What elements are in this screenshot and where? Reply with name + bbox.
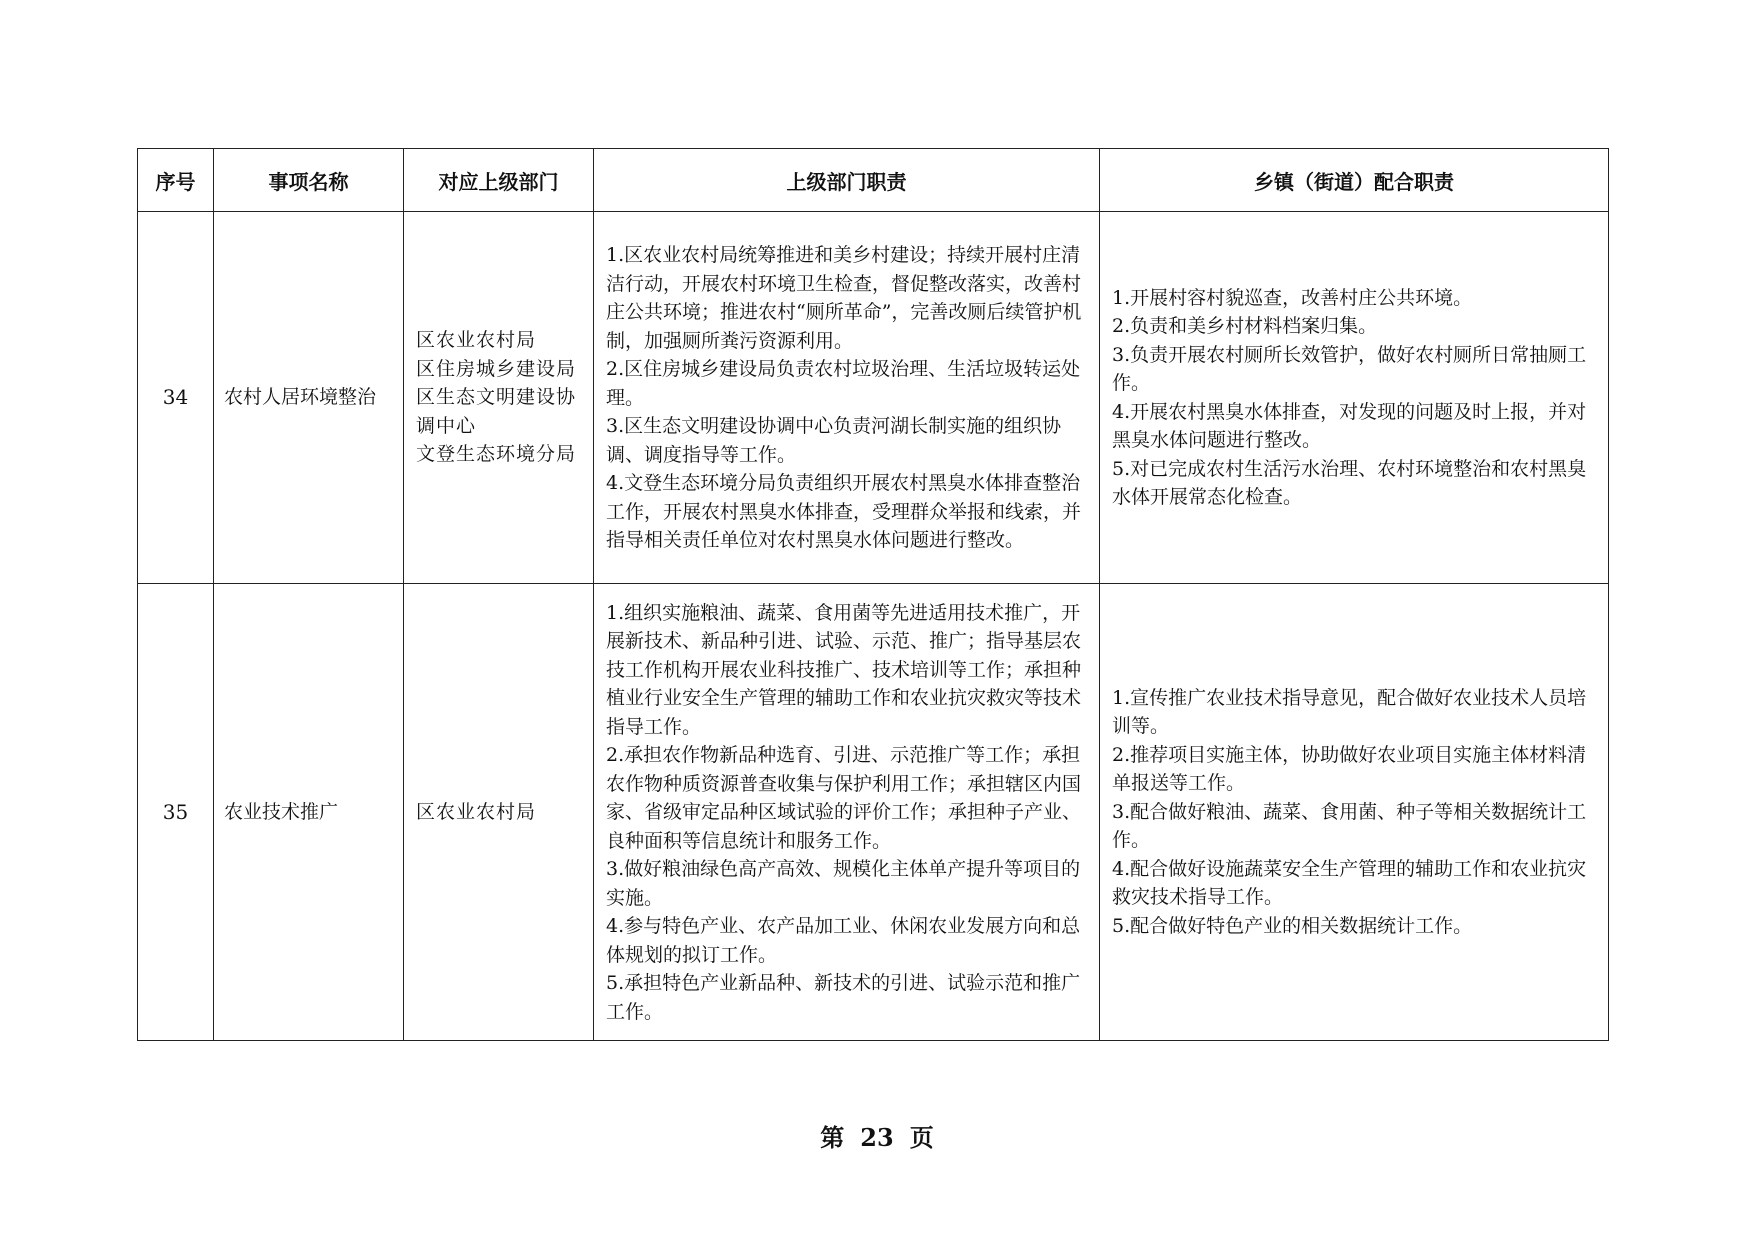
- header-row: [138, 149, 1609, 212]
- header-duties: 上级部门职责: [594, 149, 1100, 212]
- department-line: 区农业农村局: [416, 329, 537, 352]
- town-duty-item: 4.开展农村黑臭水体排查，对发现的问题及时上报，并对黑臭水体问题进行整改。: [1112, 400, 1587, 451]
- town-duty-item: 2.推荐项目实施主体，协助做好农业项目实施主体材料清单报送等工作。: [1112, 743, 1587, 795]
- town-duty-item: 4.配合做好设施蔬菜安全生产管理的辅助工作和农业抗灾救灾技术指导工作。: [1112, 857, 1587, 909]
- row-item-name: 农业技术推广: [214, 584, 404, 1041]
- duty-item: 1.组织实施粮油、蔬菜、食用菌等先进适用技术推广，开展新技术、新品种引进、试验、示范、推广；指导基层农技工作机构开展农业科技推广、技术培训等工作；承担种植业行业安全生产管理的辅助工作和农业抗灾救灾等技术指导工作。: [606, 601, 1082, 738]
- header-item-name: 事项名称: [214, 149, 404, 212]
- row-seq: 34: [138, 212, 214, 584]
- town-duty-item: 3.负责开展农村厕所长效管护，做好农村厕所日常抽厕工作。: [1112, 343, 1587, 394]
- header-seq: 序号: [138, 149, 214, 212]
- town-duty-item: 1.开展村容村貌巡查，改善村庄公共环境。: [1112, 286, 1473, 309]
- duty-item: 2.承担农作物新品种选育、引进、示范推广等工作；承担农作物种质资源普查收集与保护利用工作；承担辖区内国家、省级审定品种区域试验的评价工作；承担种子产业、良种面积等信息统计和服务工作。: [606, 744, 1082, 852]
- page-number-prefix: 第: [820, 1123, 845, 1152]
- town-duty-item: 5.配合做好特色产业的相关数据统计工作。: [1112, 914, 1473, 937]
- page-number-suffix: 页: [909, 1123, 934, 1152]
- duty-item: 2.区住房城乡建设局负责农村垃圾治理、生活垃圾转运处理。: [606, 358, 1081, 409]
- town-duty-item: 1.宣传推广农业技术指导意见，配合做好农业技术人员培训等。: [1112, 686, 1587, 738]
- table-row: [138, 584, 1609, 1041]
- row-departments: [404, 584, 594, 1041]
- town-duty-item: 3.配合做好粮油、蔬菜、食用菌、种子等相关数据统计工作。: [1112, 800, 1587, 852]
- row-item-name: 农村人居环境整治: [214, 212, 404, 584]
- department-line: 文登生态环境分局: [416, 443, 577, 466]
- duties-table: [137, 148, 1609, 1041]
- town-duty-item: 2.负责和美乡村材料档案归集。: [1112, 315, 1378, 337]
- table-row: [138, 212, 1609, 584]
- row-town-duties: [1100, 212, 1609, 584]
- header-department: 对应上级部门: [404, 149, 594, 212]
- duty-item: 5.承担特色产业新品种、新技术的引进、试验示范和推广工作。: [606, 972, 1081, 1023]
- row-town-duties: [1100, 584, 1609, 1041]
- duty-item: 3.做好粮油绿色高产高效、规模化主体单产提升等项目的实施。: [606, 858, 1081, 909]
- department-line: 区农业农村局: [416, 800, 537, 823]
- header-town-duties: 乡镇（街道）配合职责: [1100, 149, 1609, 212]
- department-line: 区生态文明建设协调中心: [416, 386, 577, 437]
- duty-item: 1.区农业农村局统筹推进和美乡村建设；持续开展村庄清洁行动，开展农村环境卫生检查，督促整改落实，改善村庄公共环境；推进农村“厕所革命”，完善改厕后续管护机制，加强厕所粪污资源利用。: [606, 244, 1082, 352]
- row-departments: [404, 212, 594, 584]
- town-duty-item: 5.对已完成农村生活污水治理、农村环境整治和农村黑臭水体开展常态化检查。: [1112, 457, 1587, 508]
- duty-item: 3.区生态文明建设协调中心负责河湖长制实施的组织协调、调度指导等工作。: [606, 415, 1062, 466]
- page-number: [0, 1118, 1754, 1153]
- row-duties: [594, 212, 1100, 584]
- row-duties: [594, 584, 1100, 1041]
- department-line: 区住房城乡建设局: [416, 357, 577, 380]
- page-number-value: 23: [860, 1123, 894, 1152]
- row-seq: 35: [138, 584, 214, 1041]
- duty-item: 4.文登生态环境分局负责组织开展农村黑臭水体排查整治工作，开展农村黑臭水体排查，受理群众举报和线索，并指导相关责任单位对农村黑臭水体问题进行整改。: [606, 472, 1082, 552]
- duty-item: 4.参与特色产业、农产品加工业、休闲农业发展方向和总体规划的拟订工作。: [606, 915, 1081, 966]
